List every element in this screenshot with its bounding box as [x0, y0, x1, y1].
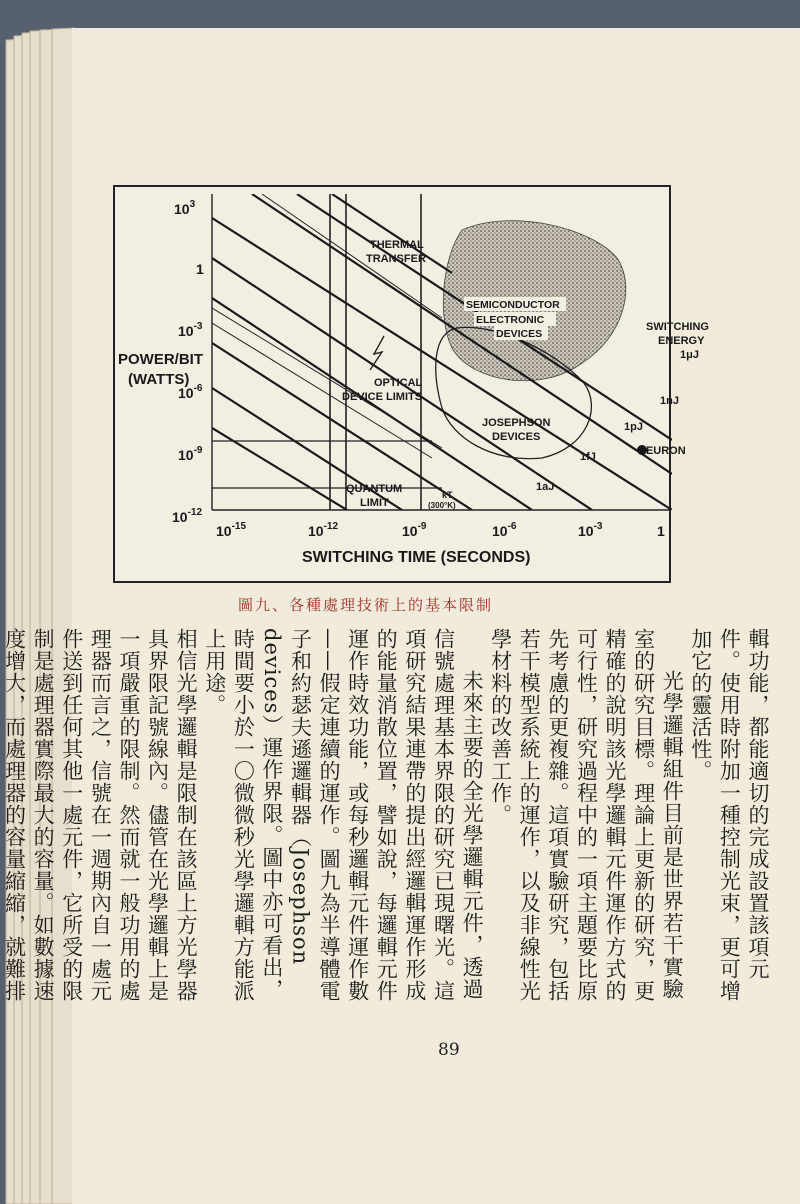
- label-quantum-limit: LIMIT: [360, 497, 389, 509]
- paragraph: 輯功能，都能適切的完成設置該項元件。使用時附加一種控制光束，更可增加它的靈活性。: [688, 628, 770, 1002]
- label-optical-device-limits: DEVICE LIMITS: [342, 391, 423, 403]
- label-kt: kT: [442, 490, 453, 500]
- label-neuron: NEURON: [638, 445, 686, 457]
- x-tick-label: $10^{-3}$: [578, 521, 603, 539]
- y-tick-label: $10^{-3}$: [178, 321, 203, 339]
- figure-power-vs-switching-time: [112, 158, 709, 586]
- x-tick-label: $10^{-9}$: [402, 521, 427, 539]
- x-tick-label: $10^{-15}$: [216, 521, 247, 539]
- x-tick-label: 1: [657, 523, 665, 539]
- label-switching-energy: SWITCHING: [646, 321, 709, 333]
- paragraph: 光學邏輯組件目前是世界若干實驗室的研究目標。理論上更新的研究，更精確的說明該光學邏輯元件運作方式的可行性，研究過程中的一項主題要比原先考慮的更複雜。這項實驗研究，包括若干模型系統上的運作，以及非線性光學材料的改善工作。: [488, 628, 685, 1002]
- label-1aj: 1aJ: [536, 481, 555, 493]
- y-axis-title: POWER/BIT: [118, 351, 203, 368]
- label-josephson-devices: DEVICES: [492, 431, 541, 443]
- label-optical-device-limits: OPTICAL: [374, 377, 423, 389]
- paragraph: 相信光學邏輯是限制在該區上方光學器具界限記號線內。儘管在光學邏輯上是一項嚴重的限制。然而就一般功用的處理器而言之，信號在一週期內自一處元件送到任何其他一處元件，它所受的限制是處理器實際最大的容量。如數據速度增大，而處理器的容量縮縮，就難排: [2, 628, 199, 1002]
- y-tick-label: $10^{-6}$: [178, 383, 203, 401]
- label-1fj: 1fJ: [580, 451, 596, 463]
- x-tick-label: $10^{-12}$: [308, 521, 339, 539]
- label-thermal-transfer: THERMAL: [370, 239, 424, 251]
- label-josephson-devices: JOSEPHSON: [482, 417, 551, 429]
- x-axis-title: SWITCHING TIME (SECONDS): [302, 549, 531, 566]
- label-1nj: 1nJ: [660, 395, 679, 407]
- page-number: 89: [438, 1040, 460, 1060]
- paragraph: 未來主要的全光學邏輯元件，透過信號處理基本界限的研究已現曙光。這項研究結果連帶的提出經邏輯運作形成的能量消散位置，譬如說，每邏輯元件運作時效功能，或每秒邏輯元件運作數——假定連續的運作。圖九為半導體電子和約瑟夫遜邏輯器（Josephson devices）運作界限。圖中亦可看出，時間要小於一〇微微秒光學邏輯方能派上用途。: [202, 628, 485, 1002]
- y-tick-label: $10^{-9}$: [178, 445, 203, 463]
- label-semiconductor-devices: ELECTRONIC: [476, 314, 545, 326]
- label-thermal-transfer: TRANSFER: [366, 253, 426, 265]
- x-tick-label: $10^{-6}$: [492, 521, 517, 539]
- figure-caption: 圖九、各種處理技術上的基本限制: [238, 596, 494, 614]
- label-quantum-limit: QUANTUM: [346, 483, 403, 495]
- body-text: [2, 628, 772, 1008]
- y-tick-label: 1: [196, 261, 204, 277]
- label-switching-energy: 1μJ: [680, 349, 699, 361]
- label-semiconductor-devices: DEVICES: [496, 328, 543, 340]
- label-semiconductor-devices: SEMICONDUCTOR: [466, 299, 560, 311]
- label-kt: (300°K): [428, 501, 456, 510]
- y-tick-label: $10^{-12}$: [172, 507, 203, 525]
- label-switching-energy: ENERGY: [658, 335, 705, 347]
- y-axis-title: (WATTS): [128, 371, 190, 388]
- y-tick-label: $10^3$: [174, 199, 196, 217]
- label-1pj: 1pJ: [624, 421, 643, 433]
